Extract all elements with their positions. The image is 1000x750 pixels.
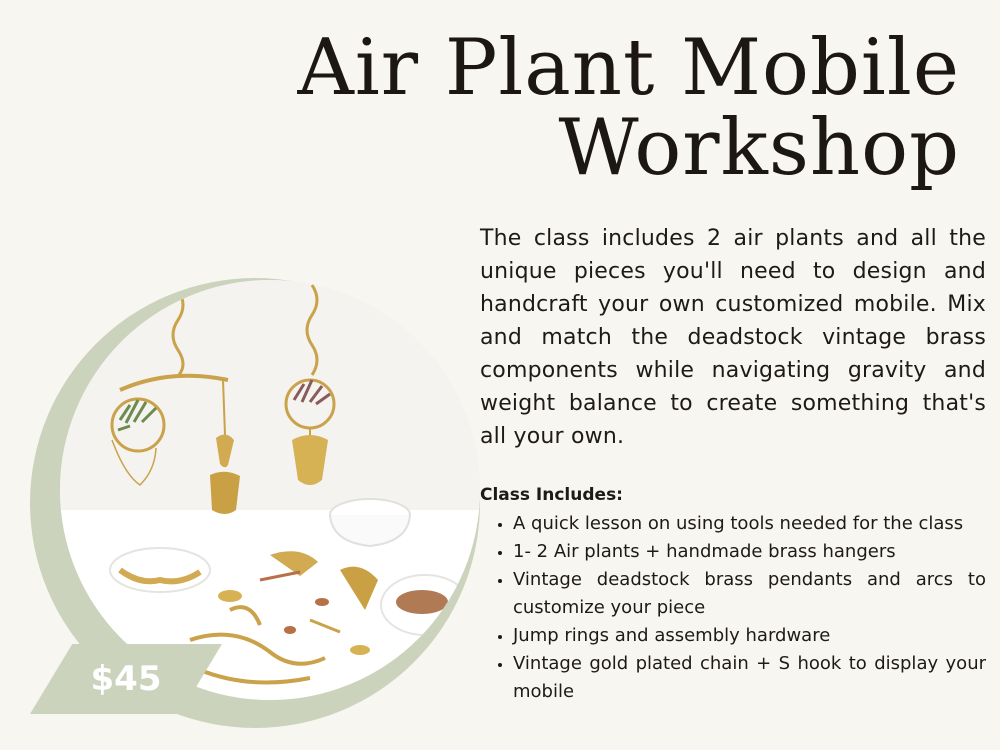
list-item: • A quick lesson on using tools needed for the class [513, 510, 986, 538]
class-includes-section [480, 484, 986, 706]
mobile-photo [60, 280, 480, 700]
class-includes-list [480, 510, 986, 706]
workshop-description: The class includes 2 air plants and all the unique pieces you'll need to design and handcraft your own customized mobile. Mix and match the deadstock vintage brass components while navigating gravity and weight balance to create something that's all your own. [480, 226, 986, 449]
title-line-2: Workshop [558, 103, 960, 193]
workshop-title [260, 23, 960, 193]
list-item: • 1- 2 Air plants + handmade brass hangers [513, 538, 986, 566]
price-label: $45 [90, 659, 162, 699]
list-item: • Vintage deadstock brass pendants and arcs to customize your piece [513, 566, 986, 622]
list-item: • Vintage gold plated chain + S hook to display your mobile [513, 650, 986, 706]
class-includes-heading: Class Includes: [480, 485, 623, 505]
list-item: • Jump rings and assembly hardware [513, 622, 986, 650]
brass-mobile-illustration [60, 280, 480, 700]
title-line-1: Air Plant Mobile [297, 23, 960, 113]
